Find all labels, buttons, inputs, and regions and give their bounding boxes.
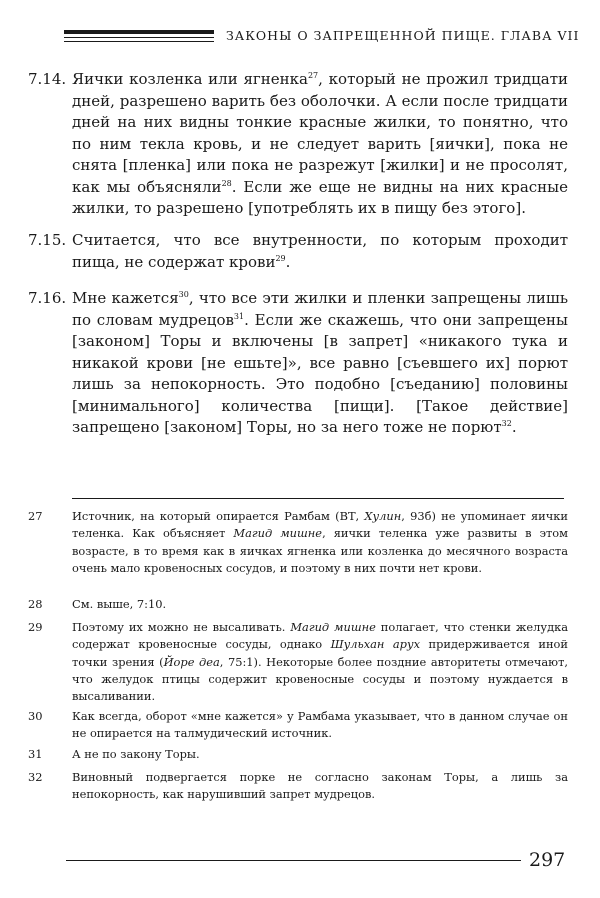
text-run: Яички козленка или ягненка bbox=[72, 70, 308, 88]
cited-title: Магид мишне bbox=[290, 620, 376, 634]
cited-title: Магид мишне bbox=[233, 526, 323, 541]
footnote-body bbox=[72, 596, 568, 613]
paragraph-7-14 bbox=[28, 69, 568, 220]
text-run: , который не прожил тридцати дней, разрешено варить без оболочки. А если после тридцати дней на них видны тонкие красные жилки, то понятно, что по ним текла кровь, и не следует варить [яички], пока не снята [пленка] или пока не разрежут [жилки] и не просолят, как мы объясняли bbox=[72, 70, 568, 196]
footnote-ref[interactable]: 30 bbox=[178, 290, 189, 299]
footnote-number: 31 bbox=[28, 747, 43, 761]
paragraph-body bbox=[72, 230, 568, 273]
cited-title: Хулин bbox=[364, 509, 402, 523]
footnote-ref[interactable]: 32 bbox=[501, 419, 512, 428]
paragraph-body bbox=[72, 69, 568, 220]
cited-title: Йоре деа bbox=[163, 654, 220, 669]
footnote-body bbox=[72, 708, 568, 743]
footer-rule bbox=[66, 860, 521, 861]
footnote-32 bbox=[28, 769, 568, 804]
footnote-number: 32 bbox=[28, 770, 43, 784]
footnote-body bbox=[72, 769, 568, 804]
header-rule-thin bbox=[64, 41, 214, 42]
paragraph-7-16 bbox=[28, 288, 568, 439]
footnote-ref[interactable]: 29 bbox=[275, 253, 286, 263]
footnote-number: 28 bbox=[28, 597, 43, 611]
footnote-body bbox=[72, 508, 568, 577]
page-number: 297 bbox=[529, 849, 566, 871]
footnote-body bbox=[72, 746, 568, 763]
footnote-27 bbox=[28, 508, 568, 577]
footnote-number: 27 bbox=[28, 509, 43, 523]
footnote-separator bbox=[72, 498, 564, 499]
footnote-30 bbox=[28, 708, 568, 743]
cited-title: Шульхан арух bbox=[330, 637, 421, 652]
text-run: , яички теленка уже развиты в этом возрасте, в то время как в яичках ягненка или козленка до месячного возраста очень мало кровеносных сосудов, и поэтому в них почти нет крови. bbox=[72, 526, 568, 575]
text-run: Считается, что все внутренности, по которым проходит пища, не содержат крови bbox=[72, 231, 568, 271]
text-run: , 93б) не упоминает яички теленка. Как объясняет bbox=[72, 509, 568, 541]
paragraph-7-15 bbox=[28, 230, 568, 273]
paragraph-number: 7.15. bbox=[28, 231, 67, 249]
footnote-ref[interactable]: 28 bbox=[221, 178, 232, 188]
text-run: Виновный подвергается порке не согласно законам Торы, а лишь за непокорность, как нарушивший запрет мудрецов. bbox=[72, 770, 568, 802]
text-run: полагает, что стенки желудка содержат кровеносные сосуды, однако bbox=[72, 620, 568, 652]
footnote-28 bbox=[28, 596, 568, 613]
footnote-ref[interactable]: 27 bbox=[307, 71, 319, 80]
text-run: . Если же еще не видны на них красные жилки, то разрешено [употреблять их в пищу без этого]. bbox=[72, 177, 568, 217]
text-run: , что все эти жилки и пленки запрещены лишь по словам мудрецов bbox=[72, 289, 568, 329]
text-run: Как всегда, оборот «мне кажется» у Рамбама указывает, что в данном случае он не опирается на талмудический источник. bbox=[72, 709, 568, 741]
footnote-31 bbox=[28, 746, 568, 763]
paragraph-body bbox=[72, 288, 568, 439]
text-run: А не по закону Торы. bbox=[72, 747, 200, 761]
text-run: , 75:1). Некоторые более поздние авторитеты отмечают, что желудок птицы содержит кровеносные сосуды и поэтому нуждается в высаливании. bbox=[72, 654, 568, 704]
text-run: Источник, на который опирается Рамбам (ВТ, bbox=[72, 509, 365, 523]
text-run: . Если же скажешь, что они запрещены [законом] Торы и включены [в запрет] «никакого тука и никакой крови [не ешьте]», все равно [съевшего их] порют лишь за непокорность. Это подобно [съеданию] половины [минимального] количества [пищи]. [Такое действие] запрещено [законом] Торы, но за него тоже не порют bbox=[72, 310, 568, 436]
text-run: придерживается иной точки зрения ( bbox=[72, 637, 568, 669]
footnote-body bbox=[72, 619, 568, 705]
paragraph-number: 7.14. bbox=[28, 70, 67, 88]
paragraph-number: 7.16. bbox=[28, 289, 67, 307]
text-run: . bbox=[511, 418, 517, 436]
text-run: . bbox=[285, 252, 291, 271]
footnote-number: 30 bbox=[28, 709, 43, 723]
text-run: См. выше, 7:10. bbox=[72, 597, 167, 611]
text-run: Поэтому их можно не высаливать. bbox=[72, 620, 291, 634]
header-rule bbox=[64, 30, 214, 38]
footnote-number: 29 bbox=[28, 620, 43, 634]
running-head: ЗАКОНЫ О ЗАПРЕЩЕННОЙ ПИЩЕ. ГЛАВА VII bbox=[226, 28, 580, 43]
footnote-ref[interactable]: 31 bbox=[233, 311, 245, 321]
footnote-29 bbox=[28, 619, 568, 705]
text-run: Мне кажется bbox=[72, 289, 179, 307]
